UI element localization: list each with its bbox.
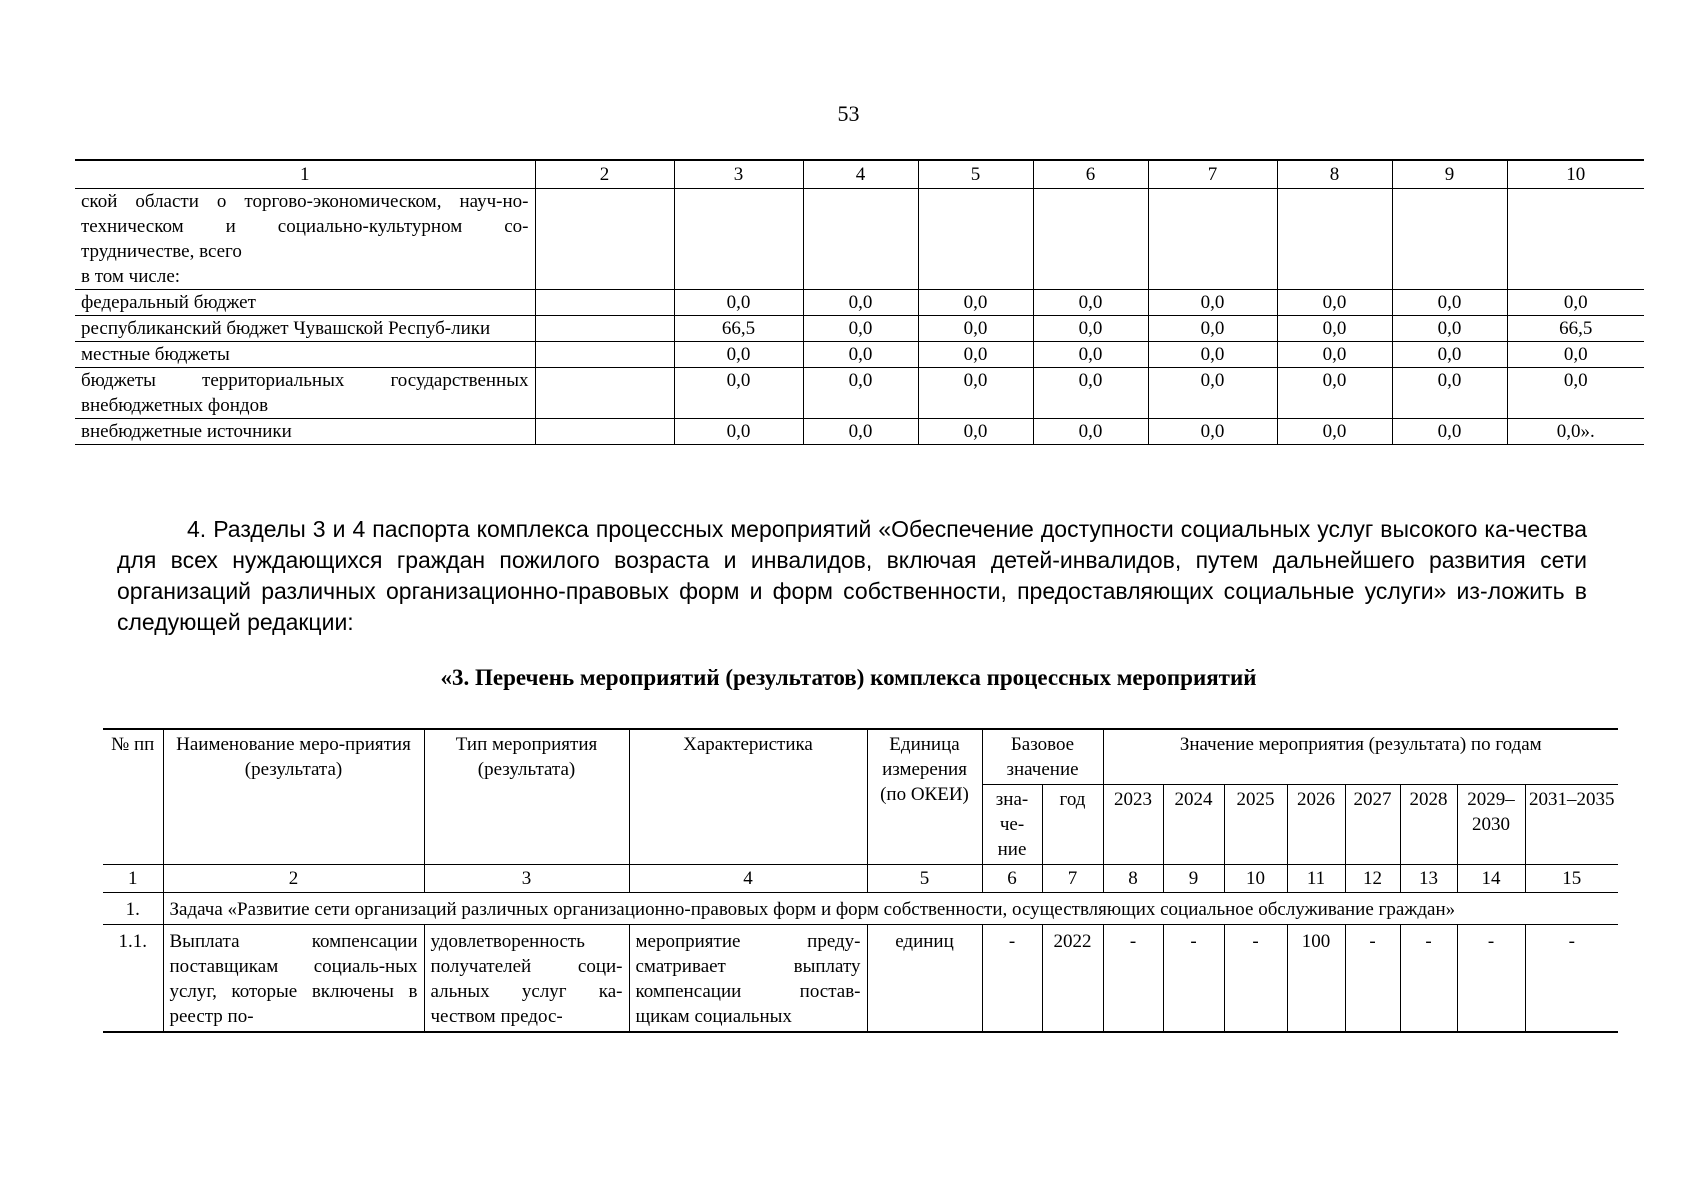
column-number: 4 [803,160,918,189]
task-row [103,893,1618,925]
row-value [1507,189,1644,290]
row-value: 0,0 [1507,368,1644,419]
table-row [75,316,1644,342]
row-characteristic: мероприятие преду-сматривает выплату компенсации постав-щикам социальных [629,925,867,1033]
table-header-row [75,160,1644,189]
row-value: 0,0 [1033,342,1148,368]
row-value [1148,189,1277,290]
row-label: бюджеты территориальных государственных внебюджетных фондов [75,368,535,419]
header-year: 2027 [1345,785,1400,865]
row-value: 0,0 [1033,368,1148,419]
row-year-value: - [1224,925,1287,1033]
row-value: 0,0 [1507,342,1644,368]
header-base: Базовое значение [982,729,1103,785]
table-row [75,419,1644,445]
column-number: 4 [629,865,867,893]
row-year-value: - [1525,925,1618,1033]
header-year: 2029–2030 [1457,785,1525,865]
column-number: 13 [1400,865,1457,893]
row-value: 0,0 [1507,290,1644,316]
row-label: федеральный бюджет [75,290,535,316]
column-number: 11 [1287,865,1345,893]
row-value: 0,0 [1392,290,1507,316]
row-value: 0,0 [803,316,918,342]
row-value: 0,0 [918,419,1033,445]
row-base-year: 2022 [1042,925,1103,1033]
row-label: местные бюджеты [75,342,535,368]
header-year: 2024 [1163,785,1224,865]
column-number: 8 [1277,160,1392,189]
row-year-value: 100 [1287,925,1345,1033]
header-unit: Единица измерения (по ОКЕИ) [867,729,982,865]
column-numbers-row [103,865,1618,893]
funding-table [75,159,1644,445]
row-value: 0,0 [1392,342,1507,368]
row-cell [535,189,674,290]
row-value [1392,189,1507,290]
table-row [103,925,1618,1033]
row-year-value: - [1103,925,1163,1033]
table-row [75,342,1644,368]
column-number: 8 [1103,865,1163,893]
row-cell [535,368,674,419]
header-year: 2025 [1224,785,1287,865]
row-label: ской области о торгово-экономическом, науч-но-техническом и социально-культурном со-трудничестве, всего в том числе: [75,189,535,290]
row-value [1277,189,1392,290]
column-number: 3 [674,160,803,189]
header-year: 2028 [1400,785,1457,865]
header-year: 2023 [1103,785,1163,865]
header-name: Наименование меро-приятия (результата) [163,729,424,865]
row-value: 0,0 [1148,316,1277,342]
row-value: 0,0». [1507,419,1644,445]
row-value: 0,0 [1277,368,1392,419]
row-cell [535,316,674,342]
row-value: 0,0 [674,342,803,368]
row-value [674,189,803,290]
row-value [803,189,918,290]
header-num: № пп [103,729,163,865]
row-value: 0,0 [1148,342,1277,368]
task-num: 1. [103,893,163,925]
row-value: 66,5 [674,316,803,342]
row-unit: единиц [867,925,982,1033]
row-value: 0,0 [918,342,1033,368]
task-text: Задача «Развитие сети организаций различных организационно-правовых форм и форм собственности, осуществляющих социальное обслуживание граждан» [163,893,1618,925]
column-number: 10 [1224,865,1287,893]
row-value: 0,0 [1033,316,1148,342]
row-value: 0,0 [1148,290,1277,316]
row-value: 0,0 [918,290,1033,316]
row-value: 0,0 [1392,419,1507,445]
column-number: 15 [1525,865,1618,893]
row-value: 66,5 [1507,316,1644,342]
row-num: 1.1. [103,925,163,1033]
row-value: 0,0 [674,419,803,445]
row-value [1033,189,1148,290]
header-type: Тип мероприятия (результата) [424,729,629,865]
section-title: «3. Перечень мероприятий (результатов) комплекса процессных мероприятий [440,665,1257,690]
row-value [918,189,1033,290]
table-row [75,290,1644,316]
column-number: 9 [1392,160,1507,189]
column-number: 1 [103,865,163,893]
table-row [75,189,1644,290]
column-number: 1 [75,160,535,189]
row-cell [535,290,674,316]
row-value: 0,0 [1277,419,1392,445]
column-number: 2 [535,160,674,189]
row-value: 0,0 [674,290,803,316]
header-year: 2031–2035 [1525,785,1618,865]
column-number: 14 [1457,865,1525,893]
row-label: республиканский бюджет Чувашской Респуб-лики [75,316,535,342]
row-value: 0,0 [918,368,1033,419]
row-value: 0,0 [1277,342,1392,368]
column-number: 7 [1148,160,1277,189]
column-number: 5 [918,160,1033,189]
row-value: 0,0 [1277,290,1392,316]
row-value: 0,0 [918,316,1033,342]
row-value: 0,0 [803,290,918,316]
row-value: 0,0 [1148,368,1277,419]
row-base-value: - [982,925,1042,1033]
row-cell [535,419,674,445]
column-number: 2 [163,865,424,893]
row-type: удовлетворенность получателей соци-альных услуг ка-чеством предос- [424,925,629,1033]
body-paragraph: 4. Разделы 3 и 4 паспорта комплекса процессных мероприятий «Обеспечение доступности социальных услуг высокого ка-чества для всех нуждающихся граждан пожилого возраста и инвалидов, включая детей-инвалидов, путем дальнейшего развития сети организаций различных организационно-правовых форм и форм собственности, предоставляющих социальные услуги» из-ложить в следующей редакции: [117,516,1587,635]
row-name: Выплата компенсации поставщикам социаль-ных услуг, которые включены в реестр по- [163,925,424,1033]
column-number: 12 [1345,865,1400,893]
row-year-value: - [1345,925,1400,1033]
table-header-row [103,729,1618,785]
row-year-value: - [1163,925,1224,1033]
column-number: 6 [1033,160,1148,189]
row-value: 0,0 [1033,290,1148,316]
table-row [75,368,1644,419]
row-value: 0,0 [1148,419,1277,445]
header-base-value: зна-че-ние [982,785,1042,865]
page-number: 53 [837,101,860,126]
header-years-group: Значение мероприятия (результата) по годам [1103,729,1618,785]
row-value: 0,0 [803,342,918,368]
row-value: 0,0 [674,368,803,419]
row-label: внебюджетные источники [75,419,535,445]
header-characteristic: Характеристика [629,729,867,865]
row-year-value: - [1400,925,1457,1033]
row-value: 0,0 [1392,316,1507,342]
activities-table [103,728,1618,1033]
row-value: 0,0 [803,419,918,445]
column-number: 10 [1507,160,1644,189]
column-number: 9 [1163,865,1224,893]
column-number: 6 [982,865,1042,893]
column-number: 7 [1042,865,1103,893]
row-year-value: - [1457,925,1525,1033]
header-base-year: год [1042,785,1103,865]
row-value: 0,0 [1277,316,1392,342]
column-number: 3 [424,865,629,893]
column-number: 5 [867,865,982,893]
row-value: 0,0 [1033,419,1148,445]
header-year: 2026 [1287,785,1345,865]
row-cell [535,342,674,368]
row-value: 0,0 [803,368,918,419]
row-value: 0,0 [1392,368,1507,419]
